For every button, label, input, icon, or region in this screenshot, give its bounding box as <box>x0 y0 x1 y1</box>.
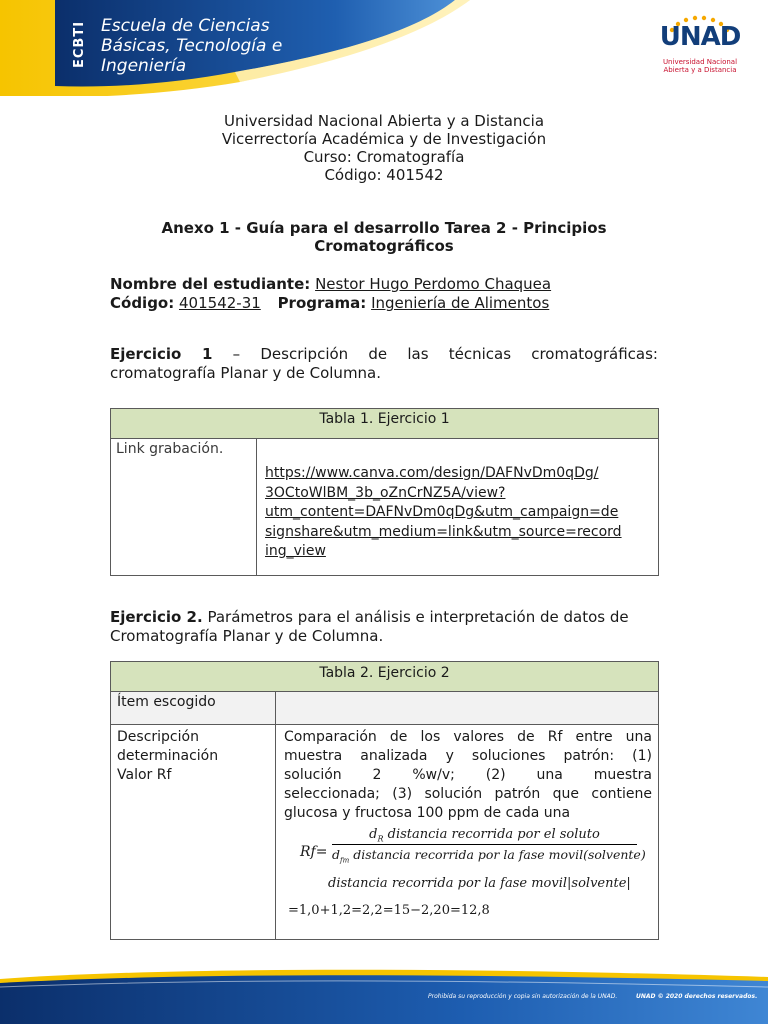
den-symbol: d <box>332 847 341 862</box>
logo-subtitle-line: Universidad Nacional <box>662 58 738 66</box>
logo-subtitle <box>658 58 742 74</box>
student-code-label: Código: <box>110 294 175 312</box>
formula-lhs: Rf= <box>300 844 328 860</box>
vicerrectoria: Vicerrectoría Académica y de Investigación <box>221 130 547 148</box>
table-2-item-value <box>276 692 659 725</box>
exercise-1-label: Ejercicio 1 <box>110 345 213 363</box>
student-name-label: Nombre del estudiante: <box>110 275 311 293</box>
formula-line-3: =1,0+1,2=2,2=15−2,20=12,8 <box>288 903 490 918</box>
table-2-desc-content <box>276 725 659 940</box>
rf-formula <box>284 827 652 923</box>
table-1-header: Tabla 1. Ejercicio 1 <box>111 409 659 439</box>
unad-logo <box>658 14 742 80</box>
course-code: Código: 401542 <box>324 166 444 184</box>
header-banner <box>0 0 768 96</box>
num-sub: R <box>377 834 384 844</box>
document-title-block <box>0 112 768 184</box>
university-name: Universidad Nacional Abierta y a Distancia <box>223 112 545 130</box>
desc-label-line: determinación <box>117 748 219 764</box>
annex-title <box>0 219 768 255</box>
num-text: distancia recorrida por el soluto <box>387 827 600 842</box>
recording-link-line: signshare&utm_medium=link&utm_source=record <box>265 523 622 540</box>
footer-banner <box>0 965 768 1024</box>
rf-description-line: muestra analizada y soluciones patrón: (1) <box>284 748 652 764</box>
logo-wordmark: UNAD <box>659 22 741 52</box>
annex-title-line: Anexo 1 - Guía para el desarrollo Tarea 2 - Principios <box>161 219 607 237</box>
student-name-row <box>110 275 658 294</box>
annex-title-line: Cromatográficos <box>314 237 454 255</box>
course-name: Curso: Cromatografía <box>303 148 465 166</box>
table-2 <box>110 661 659 940</box>
student-name-value: Nestor Hugo Perdomo Chaquea <box>315 275 552 293</box>
exercise-2-line <box>110 608 658 627</box>
recording-link-line: 3OCtoWlBM_3b_oZnCrNZ5A/view? <box>265 484 506 501</box>
rf-description-line: Comparación de los valores de Rf entre una <box>284 729 652 745</box>
rf-description <box>284 728 652 823</box>
exercise-1-line: cromatografía Planar y de Columna. <box>110 364 382 382</box>
table-2-desc-label <box>111 725 276 940</box>
logo-subtitle-line: Abierta y a Distancia <box>663 66 737 74</box>
rf-description-line: glucosa y fructosa 100 ppm de cada una <box>284 805 571 821</box>
table-2-item-label: Ítem escogido <box>111 692 276 725</box>
table-1-link-cell <box>257 439 659 576</box>
exercise-2-label: Ejercicio 2. <box>110 608 203 626</box>
num-symbol: d <box>369 827 378 842</box>
exercise-1-line <box>110 345 658 364</box>
rf-description-line: seleccionada; (3) solución patrón que contiene <box>284 786 652 802</box>
recording-link-line: utm_content=DAFNvDm0qDg&utm_campaign=de <box>265 504 619 520</box>
student-code-value: 401542-31 <box>179 294 261 312</box>
formula-numerator <box>332 827 637 844</box>
recording-link-line: https://www.canva.com/design/DAFNvDm0qDg/ <box>265 465 599 481</box>
exercise-1-description <box>110 345 658 383</box>
program-label: Programa: <box>277 294 367 312</box>
school-line: Ingeniería <box>101 56 187 76</box>
rf-description-line: solución 2 %w/v; (2) una muestra <box>284 767 652 783</box>
student-code-row <box>110 294 658 313</box>
recording-link-line: ing_view <box>265 543 326 559</box>
footer-rights: UNAD © 2020 derechos reservados. <box>636 993 758 1000</box>
formula-denominator <box>332 847 646 865</box>
exercise-2-line: Cromatografía Planar y de Columna. <box>110 627 384 645</box>
table-1 <box>110 408 659 576</box>
den-sub: fm <box>340 856 350 865</box>
student-info <box>110 275 658 313</box>
exercise-2-description <box>110 608 658 646</box>
fraction-bar <box>332 844 637 845</box>
ecbti-vertical-label: ECBTI <box>72 20 87 68</box>
formula-line-2: distancia recorrida por la fase movil|solvente| <box>328 876 631 891</box>
footer-copyright-notice: Prohibida su reproducción y copia sin autorización de la UNAD. <box>428 993 618 1000</box>
den-text: distancia recorrida por la fase movil(solvente) <box>353 847 646 862</box>
table-2-header: Tabla 2. Ejercicio 2 <box>111 662 659 692</box>
school-line: Básicas, Tecnología e <box>101 36 283 56</box>
recording-link[interactable] <box>265 464 650 562</box>
exercise-1-dash: – <box>232 345 241 363</box>
desc-label-line: Valor Rf <box>117 767 172 783</box>
exercise-2-text: Parámetros para el análisis e interpretación de datos de <box>207 608 629 626</box>
program-value: Ingeniería de Alimentos <box>371 294 550 312</box>
school-line: Escuela de Ciencias <box>101 16 270 36</box>
desc-label-line: Descripción <box>117 729 199 745</box>
exercise-1-text: Descripción de las técnicas cromatográficas: <box>260 345 658 363</box>
school-name <box>101 16 282 76</box>
table-1-row-label: Link grabación. <box>111 439 257 576</box>
